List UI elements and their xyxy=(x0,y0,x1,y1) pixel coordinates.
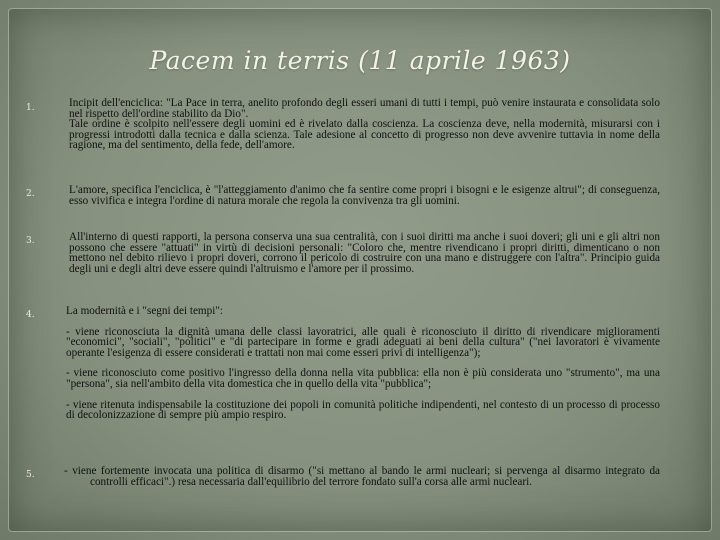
item-2-text xyxy=(69,185,660,206)
item-1-text xyxy=(69,98,660,151)
item-5-line-1: - viene fortemente invocata una politica di disarmo ("si mettano al bando le armi nucleari; si pervenga al disarmo integrato da controlli efficaci".) resa necessaria dall'equilibrio del terrore fondato sull'a corsa alle armi nucleari. xyxy=(64,465,660,488)
item-number-1: 1. xyxy=(26,103,35,113)
item-1-line-1: Incipit dell'enciclica: "La Pace in terra, anelito profondo degli esseri umani di tutti i tempi, può venire instaurata e consolidata solo nel rispetto dell'ordine stabilito da Dio". xyxy=(69,97,660,120)
item-number-3: 3. xyxy=(26,236,35,246)
item-4-heading: La modernità e i "segni dei tempi": xyxy=(66,305,224,317)
item-3-line-1: All'interno di questi rapporti, la persona conserva una sua centralità, con i suoi diritti ma anche i suoi doveri; gli uni e gli altri non possono che essere "attuati" in virtù di decisioni personali: "Coloro che, mentre rivendicano i propri diritti, dimenticano o non mettono nel debito rilievo i propri doveri, corrono il pericolo di costruire con una mano e distruggere con l'altra". Principio guida degli uni e degli altri deve essere quindi l'altruismo e l'amore per il prossimo. xyxy=(69,231,660,275)
item-4-bullet-2: - viene riconosciuto come positivo l'ingresso della donna nella vita pubblica: ella non è più considerata uno "strumento", ma una "persona", sia nell'ambito della vita domestica che in quello della vita "pubblica"; xyxy=(66,367,660,390)
item-3-text xyxy=(69,232,660,274)
item-4-bullet-1: - viene riconosciuta la dignità umana delle classi lavoratrici, alle quali è riconosciuto il diritto di rivendicare miglioramenti "economici", "sociali", "politici" e "di partecipare in forme e gradi adeguati ai beni della cultura" ("nei lavoratori è vivamente operante l'esigenza di essere considerati e trattati non mai come esseri privi di intelligenza"); xyxy=(66,325,660,359)
item-2-line-1: L'amore, specifica l'enciclica, è "l'atteggiamento d'animo che fa sentire come propri i bisogni e le esigenze altrui"; di conseguenza, esso vivifica e integra l'ordine di natura morale che regola la convivenza tra gli uomini. xyxy=(69,184,660,207)
item-4-text xyxy=(66,306,660,421)
item-4-bullet-3: - viene ritenuta indispensabile la costituzione dei popoli in comunità politiche indipendenti, nel contesto di un processo di processo di decolonizzazione di sempre più ampio respiro. xyxy=(66,398,660,422)
item-1-line-2: Tale ordine è scolpito nell'essere degli uomini ed è rivelato dalla coscienza. La coscienza deve, nella modernità, misurarsi con i progressi introdotti dalla tecnica e dalla scienza. Tale adesione al concetto di progresso non deve avvenire tuttavia in nome della ragione, ma del sentimento, della fede, dell'amore. xyxy=(69,118,660,152)
item-number-2: 2. xyxy=(26,189,35,199)
item-number-5: 5. xyxy=(26,470,35,480)
item-5-text xyxy=(64,466,660,487)
item-number-4: 4. xyxy=(26,310,35,320)
slide-title: Pacem in terris (11 aprile 1963) xyxy=(149,46,571,75)
